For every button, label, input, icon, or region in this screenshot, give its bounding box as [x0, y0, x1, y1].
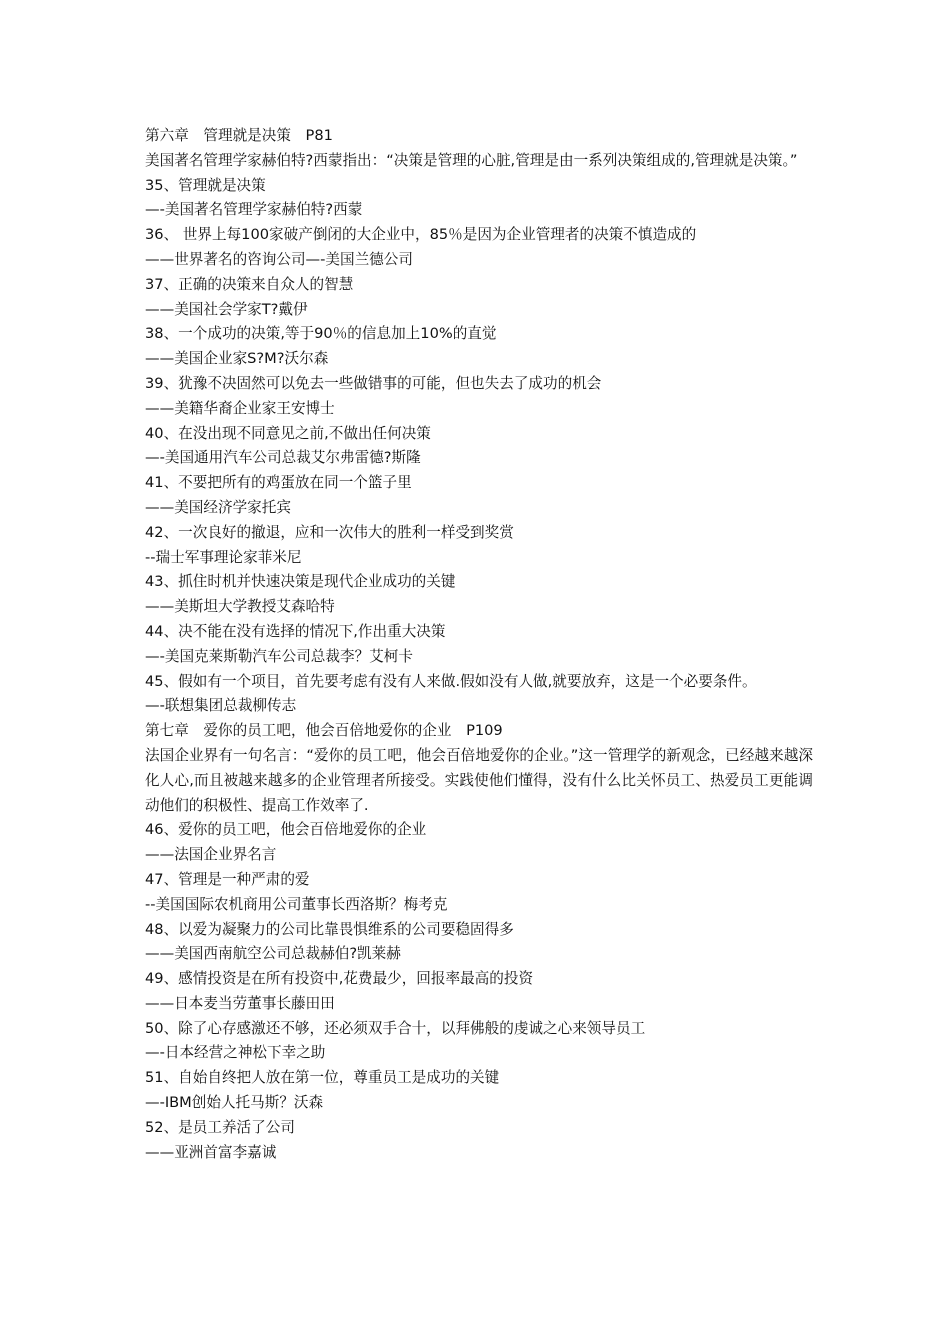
document-page [145, 124, 813, 1165]
quote-51: 51、自始自终把人放在第一位，尊重员工是成功的关键 [145, 1069, 500, 1087]
quote-37: 37、正确的决策来自众人的智慧 [145, 275, 354, 293]
quote-41-source: ——美国经济学家托宾 [145, 498, 291, 516]
quote-38-source: ——美国企业家S?M?沃尔森 [145, 350, 329, 368]
quote-48-source: ——美国西南航空公司总裁赫伯?凯莱赫 [145, 945, 401, 963]
quote-48: 48、以爱为凝聚力的公司比靠畏惧维系的公司要稳固得多 [145, 920, 514, 938]
quote-39: 39、犹豫不决固然可以免去一些做错事的可能，但也失去了成功的机会 [145, 374, 602, 392]
quote-52: 52、是员工养活了公司 [145, 1118, 295, 1136]
chapter-7-heading: 第七章 爱你的员工吧，他会百倍地爱你的企业 P109 [145, 722, 503, 740]
quote-44: 44、决不能在没有选择的情况下,作出重大决策 [145, 622, 446, 640]
quote-36-source: ——世界著名的咨询公司—-美国兰德公司 [145, 250, 413, 268]
chapter-6-intro: 美国著名管理学家赫伯特?西蒙指出：“决策是管理的心脏,管理是由一系列决策组成的,管理就是决策。” [145, 151, 798, 169]
quote-35-source: —-美国著名管理学家赫伯特?西蒙 [145, 201, 363, 219]
quote-36: 36、 世界上每100家破产倒闭的大企业中，85％是因为企业管理者的决策不慎造成的 [145, 226, 697, 244]
quote-35: 35、管理就是决策 [145, 176, 266, 194]
quote-45: 45、假如有一个项目，首先要考虑有没有人来做.假如没有人做,就要放弃，这是一个必要条件。 [145, 672, 757, 690]
quote-38: 38、一个成功的决策,等于90％的信息加上10%的直觉 [145, 325, 497, 343]
quote-43-source: ——美斯坦大学教授艾森哈特 [145, 598, 335, 616]
quote-39-source: ——美籍华裔企业家王安博士 [145, 399, 335, 417]
quote-47: 47、管理是一种严肃的爱 [145, 870, 310, 888]
quote-49-source: ——日本麦当劳董事长藤田田 [145, 994, 335, 1012]
quote-42: 42、一次良好的撤退，应和一次伟大的胜利一样受到奖赏 [145, 523, 514, 541]
quote-40: 40、在没出现不同意见之前,不做出任何决策 [145, 424, 431, 442]
quote-47-source: --美国国际农机商用公司董事长西洛斯？梅考克 [145, 895, 448, 913]
quote-37-source: ——美国社会学家T?戴伊 [145, 300, 308, 318]
chapter-7-intro: 法国企业界有一句名言：“爱你的员工吧，他会百倍地爱你的企业。”这一管理学的新观念，已经越来越深化人心,而且被越来越多的企业管理者所接受。实践使他们懂得，没有什么比关怀员工、热爱员工更能调动他们的积极性、提高工作效率了. [145, 746, 813, 814]
quote-40-source: —-美国通用汽车公司总裁艾尔弗雷德?斯隆 [145, 449, 421, 467]
quote-41: 41、不要把所有的鸡蛋放在同一个篮子里 [145, 474, 412, 492]
quote-51-source: —-IBM创始人托马斯？沃森 [145, 1094, 324, 1112]
quote-42-source: --瑞士军事理论家菲米尼 [145, 548, 302, 566]
quote-52-source: ——亚洲首富李嘉诚 [145, 1143, 277, 1161]
quote-49: 49、感情投资是在所有投资中,花费最少，回报率最高的投资 [145, 970, 534, 988]
quote-45-source: —-联想集团总裁柳传志 [145, 697, 297, 715]
chapter-6-heading: 第六章 管理就是决策 P81 [145, 127, 333, 144]
quote-50-source: —-日本经营之神松下幸之助 [145, 1044, 326, 1062]
quote-50: 50、除了心存感激还不够，还必须双手合十，以拜佛般的虔诚之心来领导员工 [145, 1019, 646, 1037]
quote-43: 43、抓住时机并快速决策是现代企业成功的关键 [145, 573, 456, 591]
quote-46: 46、爱你的员工吧，他会百倍地爱你的企业 [145, 821, 427, 839]
quote-46-source: ——法国企业界名言 [145, 846, 277, 864]
quote-44-source: —-美国克莱斯勒汽车公司总裁李？艾柯卡 [145, 647, 413, 665]
